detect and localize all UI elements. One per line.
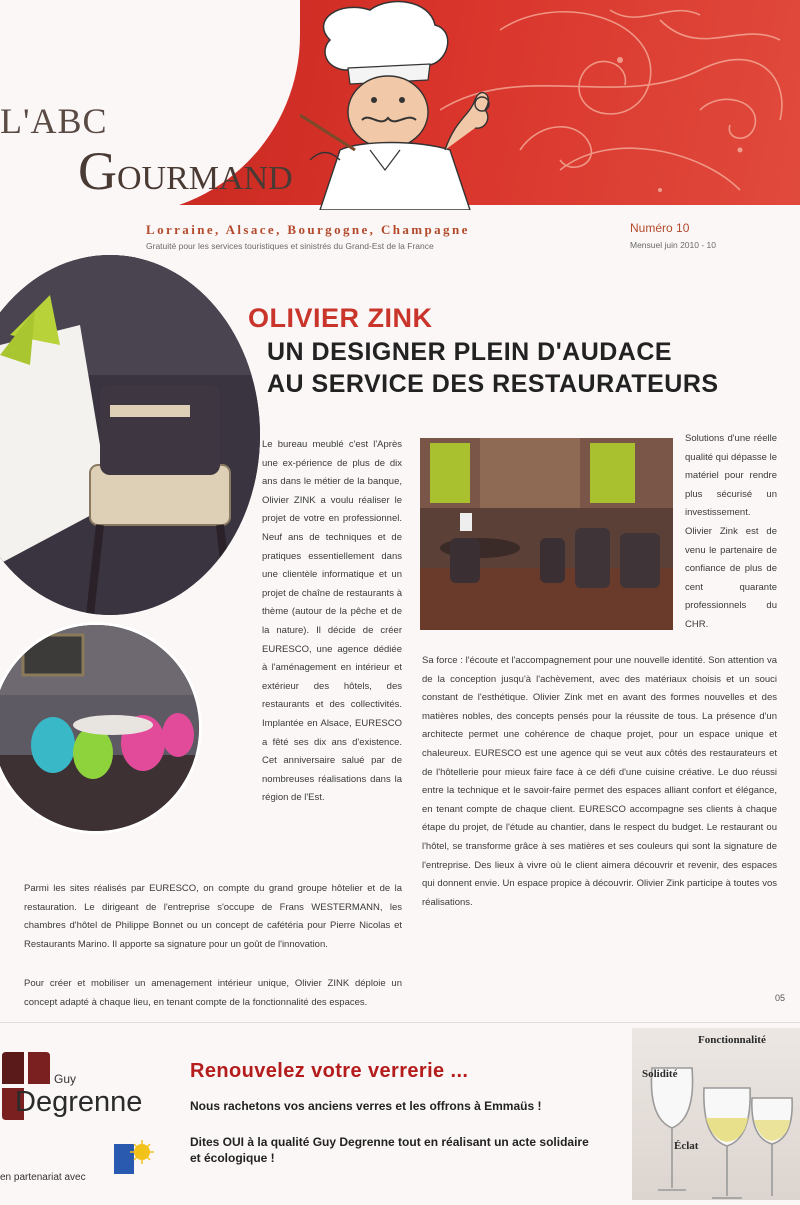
- partner-logo-icon: [112, 1138, 156, 1182]
- chef-illustration: [270, 0, 520, 210]
- article-person-name: OLIVIER ZINK: [248, 303, 433, 333]
- label-eclat: Éclat: [674, 1140, 699, 1152]
- label-fonctionnalite: Fonctionnalité: [698, 1034, 766, 1046]
- brand-guy: Guy: [54, 1072, 77, 1086]
- article-column-right: Sa force : l'écoute et l'accompagnement pour une nouvelle identité. Son attention va de la conception jusqu'à l'achèvement, avec des matériaux choisis et un souci constant de l'esthétique. Olivier Zink met en avant des formes nouvelles et des matières nobles, des concepts pensés pour la réussite de tous. La présence d'un architecte permet une cohérence de chaque projet, pour un espace unique et chaleureux. EURESCO est une agence qui se veut aux côtés des restaurateurs et de l'hôtellerie pour mieux faire face à ce défi d'une cuisine créative. Le duo réussi entre la technique et le savoir-faire permet des espaces alliant confort et élégance, en tenant compte de chaque client. EURESCO accompagne ses clients à chaque étape du projet, de l'étude au chantier, dans le respect du budget. Le restaurant ou l'hôtel, se transforme grâce à ses matières et ses couleurs qui sont la signature de l'entreprise. Des lieux à vivre où le client aimera découvrir et revenir, des espaces qui donnent envie. Un espace propice à découvrir. Olivier Zink participe à toutes vos réalisations.: [422, 655, 777, 908]
- regions-line: Lorraine, Alsace, Bourgogne, Champagne: [146, 222, 470, 237]
- ad-partner-text: en partenariat avec: [0, 1172, 86, 1183]
- brand-degrenne: Degrenne: [15, 1086, 143, 1118]
- article-title-line1: UN DESIGNER PLEIN D'AUDACE: [267, 338, 673, 366]
- article-column-right-top: Solutions d'une réelle qualité qui dépasse le matériel pour rendre plus sécurisé un investissement. Olivier Zink est de venu le partenaire de confiance de plus de cent quarante professionnels du CHR.: [685, 433, 777, 630]
- issue-number: Numéro 10: [630, 221, 690, 235]
- article-column-bottom-end: Pour créer et mobiliser un amenagement intérieur unique, Olivier ZINK déploie un concept adapté à chaque lieu, en tenant compte de la fonctionnalité des espaces.: [24, 978, 402, 1008]
- ad-text-2: Dites OUI à la qualité Guy Degrenne tout en réalisant un acte solidaire et écologique !: [190, 1135, 589, 1165]
- label-solidite: Solidité: [642, 1068, 678, 1080]
- ad-divider: [0, 1022, 800, 1023]
- wine-glasses-image: [632, 1028, 800, 1200]
- article-column-left: Le bureau meublé c'est l'Après une ex-périence de plus de dix ans dans le métier de la banque, Olivier ZINK a voulu réaliser le projet de votre en professionnel. Neuf ans de techniques et de pratiques essentiellement dans une clientèle informatique et un projet de chaîne de restaurants à thème (autour de la pêche et de la nature). Il décide de créer EURESCO, une agence dédiée à l'aménagement en intérieur et extérieur des hôtels, des restaurants et des collectivités. Implantée en Alsace, EURESCO a fêté ses dix ans d'existence. Cet anniversaire salué par de nombreuses réalisations dans la région de l'Est.: [262, 439, 402, 804]
- restaurant-interior-photo: [420, 438, 673, 630]
- ad-text-1: Nous rachetons vos anciens verres et les offrons à Emmaüs !: [190, 1099, 542, 1113]
- issue-date: Mensuel juin 2010 - 10: [630, 240, 717, 250]
- logo-gourmand: GOURMAND: [78, 141, 293, 201]
- ad-headline: Renouvelez votre verrerie ...: [190, 1060, 469, 1082]
- page-number: 05: [775, 993, 786, 1003]
- logo-abc: L'ABC: [0, 101, 108, 141]
- article-column-bottom: Parmi les sites réalisés par EURESCO, on compte du grand groupe hôtelier et de la restauration. Le dirigeant de l'entreprise s'occupe de Frans WESTERMANN, les chambres d'hôtel de Philippe Bonnet ou un concept de cafétéria pour Pierre Nicolas et Restaurants Marino. Il apporte sa signature pour un goût de l'innovation.: [24, 883, 402, 950]
- tagline: Gratuité pour les services touristiques et sinistrés du Grand-Est de la France: [146, 241, 434, 251]
- dining-room-photo: [0, 622, 202, 834]
- restaurant-chair-photo: [0, 255, 260, 615]
- article-title-line2: AU SERVICE DES RESTAURATEURS: [267, 370, 719, 398]
